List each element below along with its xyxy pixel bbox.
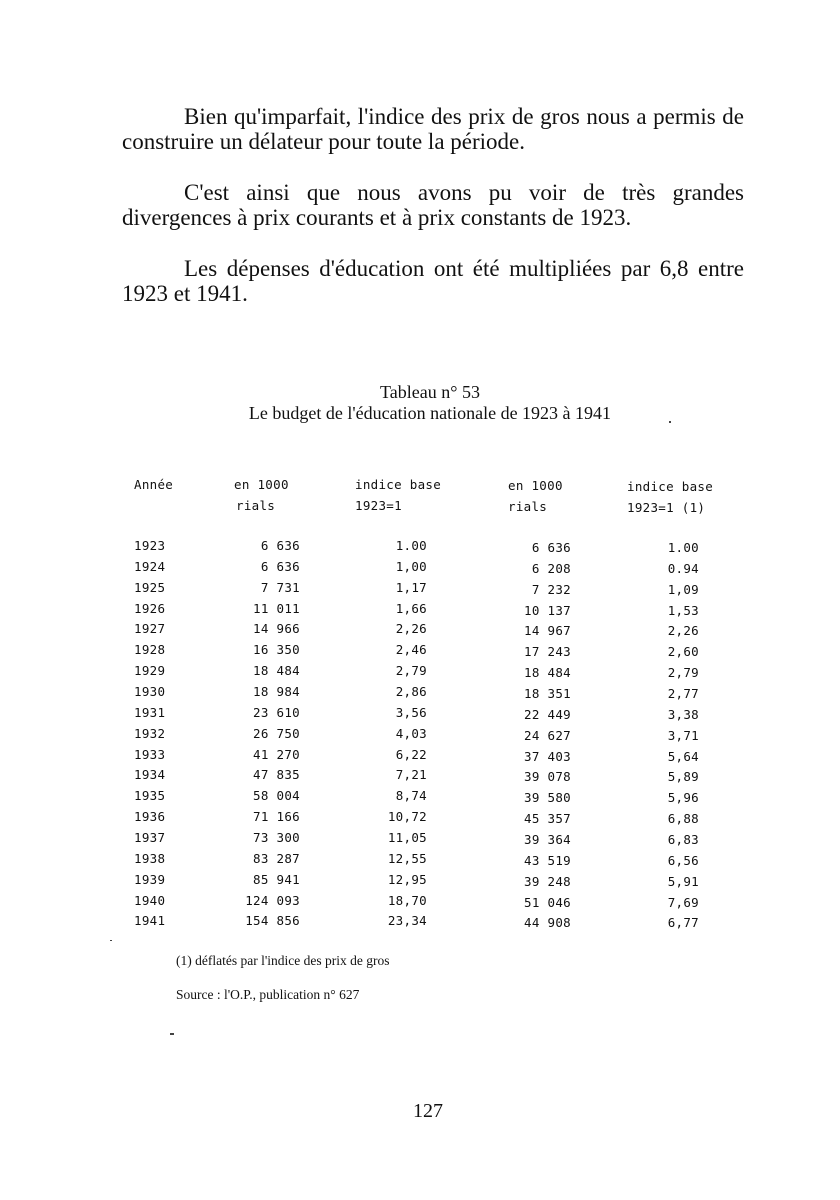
cell-year: 1923 [134,538,166,553]
cell-year: 1924 [134,558,166,574]
cell-current-index: 23,34 [387,913,427,929]
cell-year: 1932 [134,725,166,741]
cell-constant-rials: 17 243 [524,644,571,660]
cell-constant-index: 5,64 [667,748,699,764]
cell-current-rials: 18 984 [253,684,300,699]
cell-current-index: 1,00 [395,558,427,574]
paragraph-1: Bien qu'imparfait, l'indice des prix de gros nous a permis de construire un délateur pour toute la période. [122,104,744,154]
cell-year: 1931 [134,704,166,720]
cell-year: 1938 [134,850,166,866]
header-col3-line2: rials [508,499,548,514]
cell-constant-index: 2,77 [667,686,699,701]
cell-constant-index: 7,69 [667,894,699,910]
cell-constant-index: 6,56 [667,852,699,868]
cell-current-index: 1,66 [395,600,427,616]
cell-year: 1933 [134,746,166,762]
cell-current-index: 3,56 [395,704,427,720]
cell-constant-rials: 7 232 [531,581,571,597]
cell-constant-index: 1.00 [667,540,699,555]
cell-current-rials: 83 287 [253,850,300,866]
cell-current-rials: 18 484 [253,663,300,679]
cell-constant-index: 0.94 [667,560,699,576]
cell-constant-index: 2,79 [667,665,699,681]
scan-speck [170,1033,174,1035]
cell-constant-rials: 39 248 [524,873,571,889]
header-col2-line1: indice base [355,477,442,492]
cell-current-rials: 16 350 [253,642,300,658]
cell-year: 1941 [134,913,166,929]
header-col4-line2: 1923=1 (1) [627,500,706,515]
cell-current-index: 4,03 [395,725,427,741]
header-col1-line2: rials [236,498,276,513]
cell-current-index: 2,26 [395,621,427,637]
cell-constant-index: 3,38 [667,706,699,722]
cell-year: 1940 [134,892,166,908]
cell-constant-index: 5,91 [667,873,699,889]
header-col4-line1: indice base [627,479,714,494]
cell-constant-index: 5,96 [667,790,699,806]
cell-current-index: 18,70 [387,892,427,908]
cell-current-rials: 14 966 [253,621,300,637]
cell-year: 1939 [134,871,166,887]
cell-constant-index: 6,88 [667,811,699,826]
cell-current-rials: 154 856 [245,913,300,929]
scan-speck [110,940,112,941]
cell-current-index: 8,74 [395,788,427,804]
cell-constant-rials: 39 580 [524,790,571,806]
cell-year: 1929 [134,663,166,679]
header-year: Année [134,477,174,492]
cell-constant-rials: 45 357 [524,811,571,826]
cell-current-rials: 6 636 [260,538,300,553]
cell-constant-index: 6,83 [667,831,699,847]
footnote: (1) déflatés par l'indice des prix de gros [176,953,390,968]
cell-constant-rials: 37 403 [524,748,571,764]
table-title: Le budget de l'éducation nationale de 1923 à 1941 [248,403,612,423]
cell-constant-index: 3,71 [667,727,699,743]
page-number: 127 [413,1100,443,1122]
cell-constant-rials: 43 519 [524,852,571,868]
cell-constant-index: 2,26 [667,623,699,639]
cell-current-index: 7,21 [395,767,427,783]
cell-current-rials: 73 300 [253,829,300,845]
cell-constant-index: 2,60 [667,644,699,660]
cell-year: 1927 [134,621,166,637]
cell-constant-rials: 39 364 [524,831,571,847]
cell-year: 1935 [134,788,166,804]
header-col1-line1: en 1000 [234,477,289,492]
cell-constant-rials: 10 137 [524,602,571,618]
cell-current-index: 2,86 [395,684,427,699]
cell-year: 1936 [134,809,166,824]
cell-constant-rials: 24 627 [524,727,571,743]
paragraph-3: Les dépenses d'éducation ont été multipliées par 6,8 entre 1923 et 1941. [122,256,744,306]
cell-current-rials: 26 750 [253,725,300,741]
cell-constant-index: 5,89 [667,769,699,785]
cell-year: 1926 [134,600,166,616]
cell-current-index: 12,95 [387,871,427,887]
cell-constant-rials: 6 208 [531,560,571,576]
cell-current-index: 2,46 [395,642,427,658]
cell-constant-rials: 18 351 [524,686,571,701]
cell-current-rials: 11 011 [253,600,300,616]
cell-year: 1930 [134,684,166,699]
cell-current-index: 6,22 [395,746,427,762]
cell-year: 1928 [134,642,166,658]
cell-year: 1925 [134,579,166,595]
header-col3-line1: en 1000 [508,478,563,493]
cell-current-index: 2,79 [395,663,427,679]
table-number: Tableau n° 53 [380,382,480,402]
cell-year: 1937 [134,829,166,845]
cell-current-rials: 7 731 [260,579,300,595]
cell-constant-rials: 22 449 [524,706,571,722]
cell-constant-rials: 6 636 [531,540,571,555]
cell-current-index: 10,72 [387,809,427,824]
cell-constant-index: 6,77 [667,915,699,931]
cell-constant-rials: 39 078 [524,769,571,785]
cell-constant-rials: 14 967 [524,623,571,639]
cell-year: 1934 [134,767,166,783]
cell-constant-rials: 18 484 [524,665,571,681]
source-note: Source : l'O.P., publication n° 627 [176,987,360,1002]
cell-current-rials: 23 610 [253,704,300,720]
cell-current-index: 11,05 [387,829,427,845]
cell-current-rials: 124 093 [245,892,300,908]
cell-constant-index: 1,53 [667,602,699,618]
cell-current-index: 1.00 [395,538,427,553]
paragraph-2: C'est ainsi que nous avons pu voir de très grandes divergences à prix courants et à prix constants de 1923. [122,180,744,230]
cell-current-rials: 85 941 [253,871,300,887]
cell-current-rials: 41 270 [253,746,300,762]
cell-current-rials: 6 636 [260,558,300,574]
cell-current-index: 1,17 [395,579,427,595]
cell-constant-rials: 44 908 [524,915,571,931]
cell-constant-index: 1,09 [667,581,699,597]
scan-speck [669,421,671,423]
cell-current-rials: 47 835 [253,767,300,783]
cell-current-rials: 71 166 [253,809,300,824]
cell-constant-rials: 51 046 [524,894,571,910]
cell-current-index: 12,55 [387,850,427,866]
header-col2-line2: 1923=1 [355,498,402,513]
cell-current-rials: 58 004 [253,788,300,804]
